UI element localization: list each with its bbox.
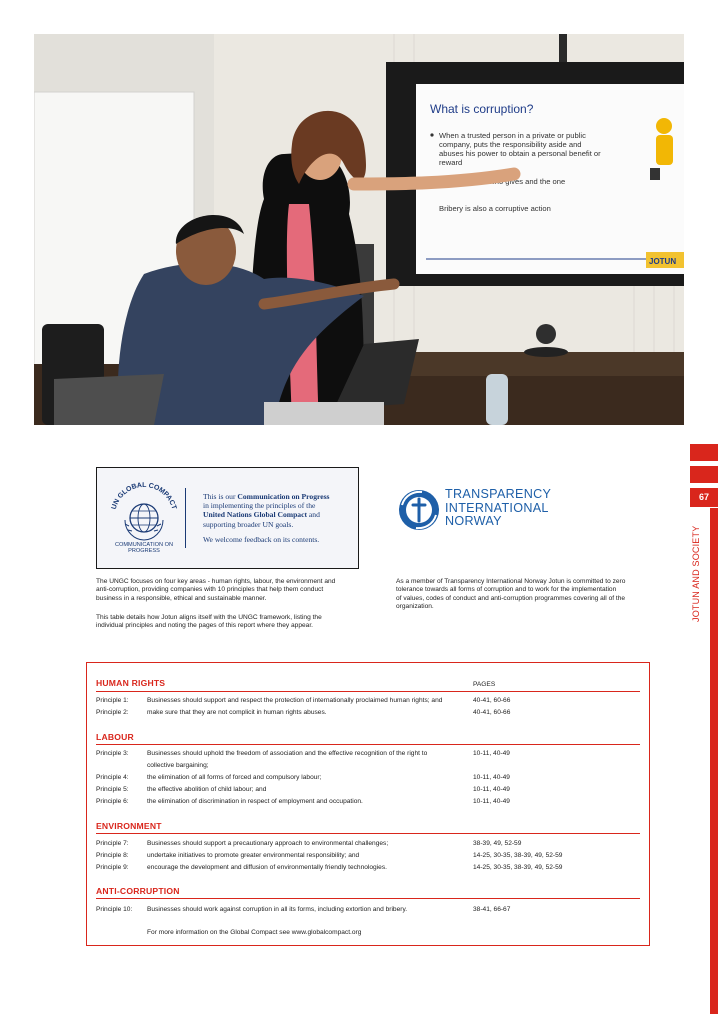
slide-title: What is corruption? xyxy=(430,102,534,116)
section-divider xyxy=(96,691,640,692)
principle-pages: 14-25, 30-35, 38-39, 49, 52-59 xyxy=(473,852,563,859)
principle-text: the elimination of discrimination in respect of employment and occupation. xyxy=(147,798,363,805)
svg-text:company, puts the responsibili: company, puts the responsibility aside and xyxy=(439,140,582,149)
principle-pages: 40-41, 60-66 xyxy=(473,709,511,716)
section-tab-marker xyxy=(690,466,718,483)
principle-label: Principle 2: xyxy=(96,709,129,716)
svg-text:When a trusted person in a pri: When a trusted person in a private or public xyxy=(439,131,586,140)
section-heading: ENVIRONMENT xyxy=(96,821,162,831)
section-tab-marker xyxy=(690,444,718,461)
principle-pages: 10-11, 40-49 xyxy=(473,774,510,781)
intro-paragraph-ungc: The UNGC focuses on four key areas - human rights, labour, the environment and anti-corruption, providing companies with 10 principles that help them conduct business in a responsible, ethical and sustainable manner. xyxy=(96,578,336,602)
section-divider xyxy=(96,744,640,745)
section-heading: LABOUR xyxy=(96,732,134,742)
ungc-mark-caption: COMMUNICATION ON PROGRESS xyxy=(114,542,173,555)
section-divider xyxy=(96,833,640,834)
principle-label: Principle 6: xyxy=(96,798,129,805)
principle-label: Principle 4: xyxy=(96,774,129,781)
section-divider xyxy=(96,898,640,899)
svg-text:abuses his power to obtain a p: abuses his power to obtain a personal benefit or xyxy=(439,149,601,158)
principle-pages: 40-41, 60-66 xyxy=(473,697,511,704)
principle-text: Businesses should uphold the freedom of association and the effective recognition of the right to xyxy=(147,750,428,757)
principle-text: the elimination of all forms of forced and compulsory labour; xyxy=(147,774,322,781)
section-heading: HUMAN RIGHTS xyxy=(96,678,166,688)
principle-pages: 38-41, 66-67 xyxy=(473,906,511,913)
svg-text:Bribery is also a corruptive a: Bribery is also a corruptive action xyxy=(439,204,551,213)
svg-text:reward: reward xyxy=(439,158,463,167)
ungc-principles-table xyxy=(86,662,650,946)
principle-text-continued: collective bargaining; xyxy=(147,762,209,769)
principle-label: Principle 1: xyxy=(96,697,129,704)
meeting-photo xyxy=(34,34,684,425)
page-number: 67 xyxy=(698,492,709,502)
section-bar xyxy=(710,508,718,1014)
svg-text:JOTUN: JOTUN xyxy=(649,257,677,266)
principle-text: Businesses should support and respect the protection of internationally proclaimed human rights; and xyxy=(147,697,443,704)
ungc-statement: This is our Communication on Progress in implementing the principles of the United Nations Global Compact and supporting broader UN goals. We welcome feedback on its contents. xyxy=(203,492,330,544)
principle-label: Principle 3: xyxy=(96,750,129,757)
intro-paragraph-ti: As a member of Transparency International Norway Jotun is committed to zero tolerance towards all forms of corruption and to work for the implementation of values, codes of conduct and anti-corruption programmes covering all of the organization. xyxy=(396,578,626,610)
section-heading: ANTI-CORRUPTION xyxy=(96,886,180,896)
svg-text:Applies ... one who gives and: Applies ... one who gives and the one xyxy=(439,177,566,186)
principle-label: Principle 5: xyxy=(96,786,129,793)
ungc-divider xyxy=(185,488,186,548)
principle-text: Businesses should work against corruption in all its forms, including extortion and bribery. xyxy=(147,906,408,913)
principle-pages: 38-39, 49, 52-59 xyxy=(473,840,522,847)
principle-pages: 10-11, 40-49 xyxy=(473,750,510,757)
principle-pages: 10-11, 40-49 xyxy=(473,786,510,793)
principle-label: Principle 10: xyxy=(96,906,133,913)
principle-text: Businesses should support a precautionary approach to environmental challenges; xyxy=(147,840,389,847)
principle-text: the effective abolition of child labour; and xyxy=(147,786,267,793)
transparency-international-icon xyxy=(396,487,442,533)
ti-name: TRANSPARENCY INTERNATIONAL NORWAY xyxy=(445,487,552,528)
global-compact-link-note: For more information on the Global Compact see www.globalcompact.org xyxy=(147,929,362,936)
ungc-communication-logo xyxy=(96,467,359,569)
photo-meeting-icon xyxy=(34,34,684,425)
principle-text: encourage the development and diffusion of environmentally friendly technologies. xyxy=(147,864,387,871)
principle-text: undertake initiatives to promote greater environmental responsibility; and xyxy=(147,852,360,859)
svg-text:UN GLOBAL COMPACT: UN GLOBAL COMPACT xyxy=(110,481,178,511)
principle-pages: 14-25, 30-35, 38-39, 49, 52-59 xyxy=(473,864,563,871)
principle-label: Principle 8: xyxy=(96,852,129,859)
pages-column-header: PAGES xyxy=(473,681,496,688)
principle-label: Principle 9: xyxy=(96,864,129,871)
principle-text: make sure that they are not complicit in human rights abuses. xyxy=(147,709,327,716)
section-title-vertical: JOTUN AND SOCIETY xyxy=(691,525,701,622)
intro-paragraph-table: This table details how Jotun aligns itself with the UNGC framework, listing the individual principles and noting the pages of this report where they appear. xyxy=(96,614,322,630)
principle-pages: 10-11, 40-49 xyxy=(473,798,510,805)
principle-label: Principle 7: xyxy=(96,840,129,847)
